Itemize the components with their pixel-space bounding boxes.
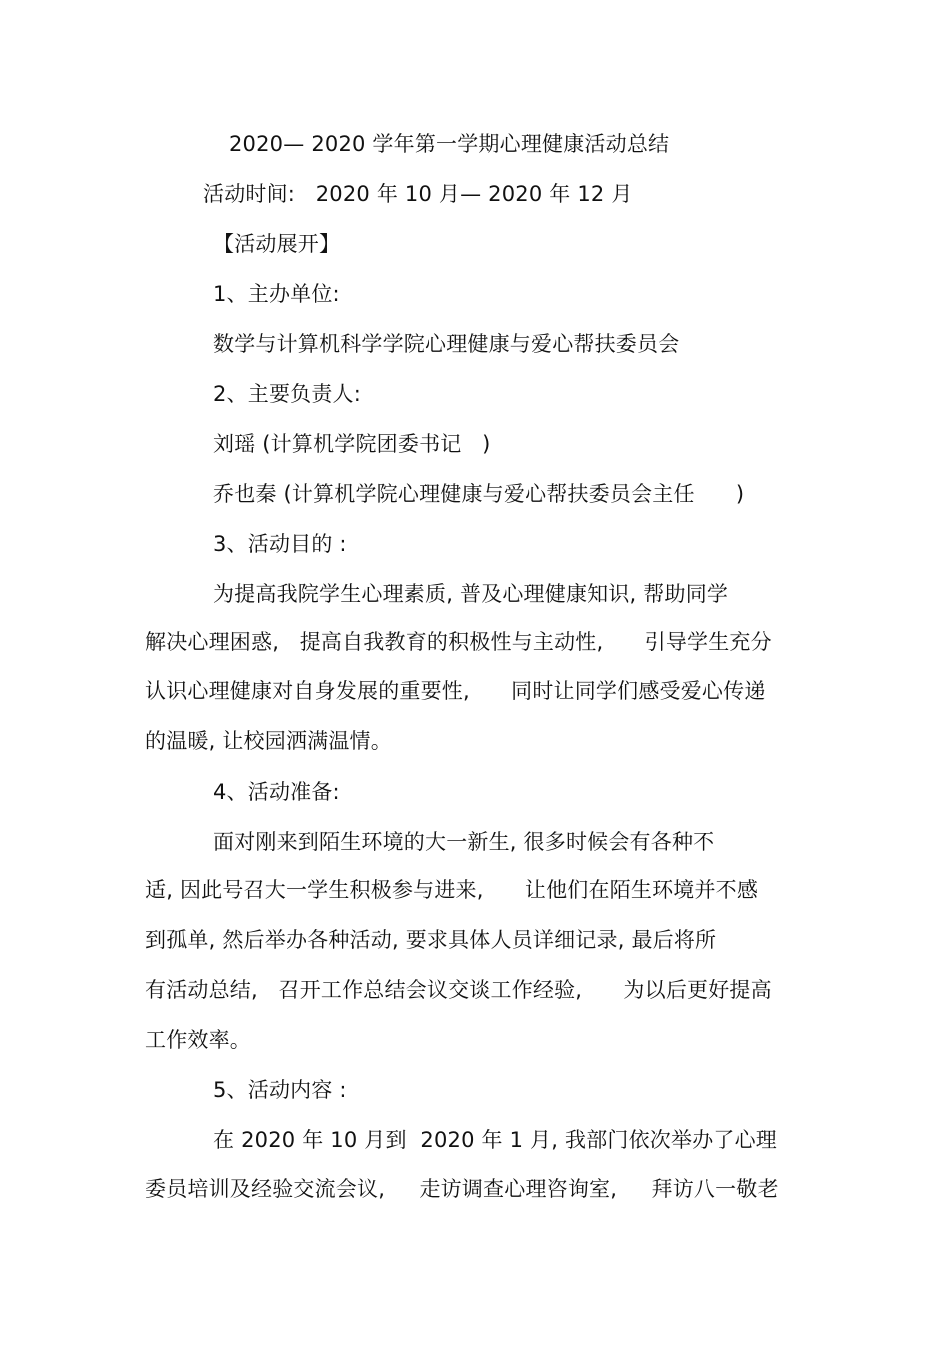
- item1-value: 数学与计算机科学学院心理健康与爱心帮扶委员会: [213, 332, 680, 356]
- item3-line: 解决心理困惑, 提高自我教育的积极性与主动性, 引导学生充分: [145, 630, 772, 654]
- item4-line: 适, 因此号召大一学生积极参与进来, 让他们在陌生环境并不感: [145, 878, 759, 902]
- item4-line: 面对刚来到陌生环境的大一新生, 很多时候会有各种不: [213, 830, 715, 854]
- item4-heading: 4、活动准备:: [213, 780, 340, 804]
- item1-heading: 1、主办单位:: [213, 282, 340, 306]
- document-title: 2020— 2020 学年第一学期心理健康活动总结: [229, 132, 670, 156]
- item3-heading: 3、活动目的 :: [213, 532, 347, 556]
- item4-line: 工作效率。: [145, 1028, 251, 1052]
- item2-person1: 刘瑶 (计算机学院团委书记 ): [213, 432, 491, 456]
- item2-person2: 乔也秦 (计算机学院心理健康与爱心帮扶委员会主任 ): [213, 482, 745, 506]
- item5-line: 委员培训及经验交流会议, 走访调查心理咨询室, 拜访八一敬老: [145, 1177, 779, 1201]
- item3-line: 的温暖, 让校园洒满温情。: [145, 729, 392, 753]
- section-heading-open: 【活动展开】: [213, 232, 341, 256]
- item5-line: 在 2020 年 10 月到 2020 年 1 月, 我部门依次举办了心理: [213, 1128, 777, 1152]
- item4-line: 到孤单, 然后举办各种活动, 要求具体人员详细记录, 最后将所: [145, 928, 717, 952]
- item3-line: 为提高我院学生心理素质, 普及心理健康知识, 帮助同学: [213, 582, 729, 606]
- item4-line: 有活动总结, 召开工作总结会议交谈工作经验, 为以后更好提高: [145, 978, 772, 1002]
- item3-line: 认识心理健康对自身发展的重要性, 同时让同学们感受爱心传递: [145, 679, 766, 703]
- item2-heading: 2、主要负责人:: [213, 382, 362, 406]
- activity-time: 活动时间: 2020 年 10 月— 2020 年 12 月: [203, 182, 633, 206]
- item5-heading: 5、活动内容 :: [213, 1078, 347, 1102]
